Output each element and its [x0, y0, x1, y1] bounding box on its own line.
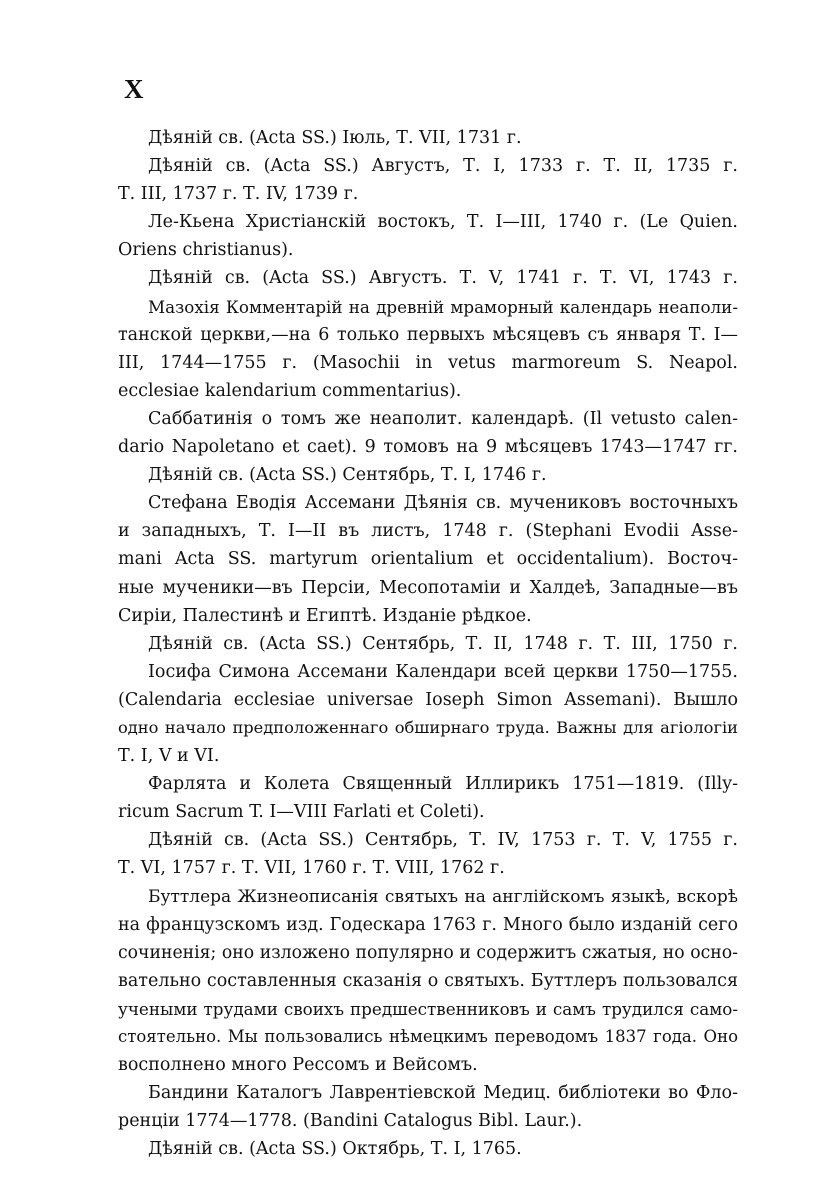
text-line: Дѣяній св. (Acta SS.) Іюль, Т. VII, 1731 г. — [148, 128, 522, 148]
text-line: Дѣяній св. (Acta SS.) Сентябрь, Т. IV, 1753 г. Т. V, 1755 г. — [148, 830, 738, 851]
text-line: танской церкви,—на 6 только первыхъ мѣсяцевъ съ января Т. I— — [118, 324, 738, 345]
text-line: Дѣяній св. (Acta SS.) Сентябрь, Т. I, 1746 г. — [148, 465, 547, 486]
text-line: ricum Sacrum T. I—VIII Farlati et Coleti). — [118, 802, 485, 823]
text-line: стоятельно. Мы пользовались нѣмецкимъ переводомъ 1837 года. Оно — [118, 1027, 738, 1046]
page-number: X — [124, 74, 145, 104]
text-line: восполнено много Рессомъ и Вейсомъ. — [118, 1055, 478, 1076]
text-line: Дѣяній св. (Acta SS.) Октябрь, Т. I, 1765. — [148, 1139, 522, 1160]
text-line: Дѣяній св. (Acta SS.) Августъ. Т. V, 1741 г. Т. VI, 1743 г. — [148, 268, 738, 289]
text-line: Буттлера Жизнеописанія святыхъ на англійскомъ языкѣ, вскорѣ — [148, 886, 738, 907]
text-line: сочиненія; оно изложено популярно и содержитъ сжатыя, но осно- — [118, 942, 738, 963]
text-line: вательно составленныя сказанія о святыхъ. Буттлеръ пользовался — [118, 970, 738, 991]
text-line: III, 1744—1755 г. (Masochii in vetus marmoreum S. Neapol. — [118, 352, 738, 373]
text-line: dario Napoletano et caet). 9 томовъ на 9 мѣсяцевъ 1743—1747 гг. — [118, 437, 738, 458]
text-line: на французскомъ изд. Годескара 1763 г. Много было изданій сего — [118, 914, 738, 935]
bibliography-text — [118, 124, 738, 1163]
text-line: Сиріи, Палестинѣ и Египтѣ. Изданіе рѣдкое. — [118, 605, 532, 626]
text-line: Т. I, V и VI. — [118, 746, 220, 767]
text-line: одно начало предположеннаго обширнаго труда. Важны для агіологіи — [118, 717, 738, 737]
text-line: Дѣяній св. (Acta SS.) Сентябрь, Т. II, 1748 г. Т. III, 1750 г. — [148, 633, 738, 654]
text-line: Саббатинія о томъ же неаполит. календарѣ. (Il vetusto calen- — [148, 408, 738, 429]
text-line: ecclesiae kalendarium commentarius). — [118, 380, 462, 401]
text-line: (Calendaria ecclesiae universae Ioseph Simon Assemani). Вышло — [118, 689, 738, 710]
text-line: mani Acta SS. martyrum orientalium et occidentalium). Восточ- — [118, 549, 738, 570]
text-line: Мазохія Комментарій на древній мраморный календарь неаполи- — [148, 296, 738, 317]
text-line: Oriens christianus). — [118, 240, 294, 261]
text-line: и западныхъ, Т. I—II въ листъ, 1748 г. (Stephani Evodii Asse- — [118, 521, 738, 542]
text-line: ренціи 1774—1778. (Bandini Catalogus Bibl. Laur.). — [118, 1111, 583, 1132]
text-line: Стефана Еводія Ассемани Дѣянія св. мучениковъ восточныхъ — [148, 493, 738, 514]
text-line: Бандини Каталогъ Лаврентіевской Медиц. библіотеки во Фло- — [148, 1083, 738, 1104]
text-line: ные мученики—въ Персіи, Месопотаміи и Халдеѣ, Западные—въ — [118, 577, 738, 598]
text-line: учеными трудами своихъ предшественниковъ и самъ трудился само- — [118, 998, 738, 1019]
text-line: Фарлята и Колета Священный Иллирикъ 1751—1819. (Illy- — [148, 774, 738, 795]
text-line: Дѣяній св. (Acta SS.) Августъ, Т. I, 1733 г. Т. II, 1735 г. — [148, 156, 738, 177]
text-line: Т. VI, 1757 г. Т. VII, 1760 г. Т. VIII, 1762 г. — [118, 858, 505, 879]
text-line: Іосифа Симона Ассемани Календари всей церкви 1750—1755. — [148, 661, 738, 682]
text-line: Т. III, 1737 г. Т. IV, 1739 г. — [118, 184, 359, 205]
text-line: Ле-Кьена Христіанскій востокъ, Т. I—III, 1740 г. (Le Quien. — [148, 212, 738, 233]
